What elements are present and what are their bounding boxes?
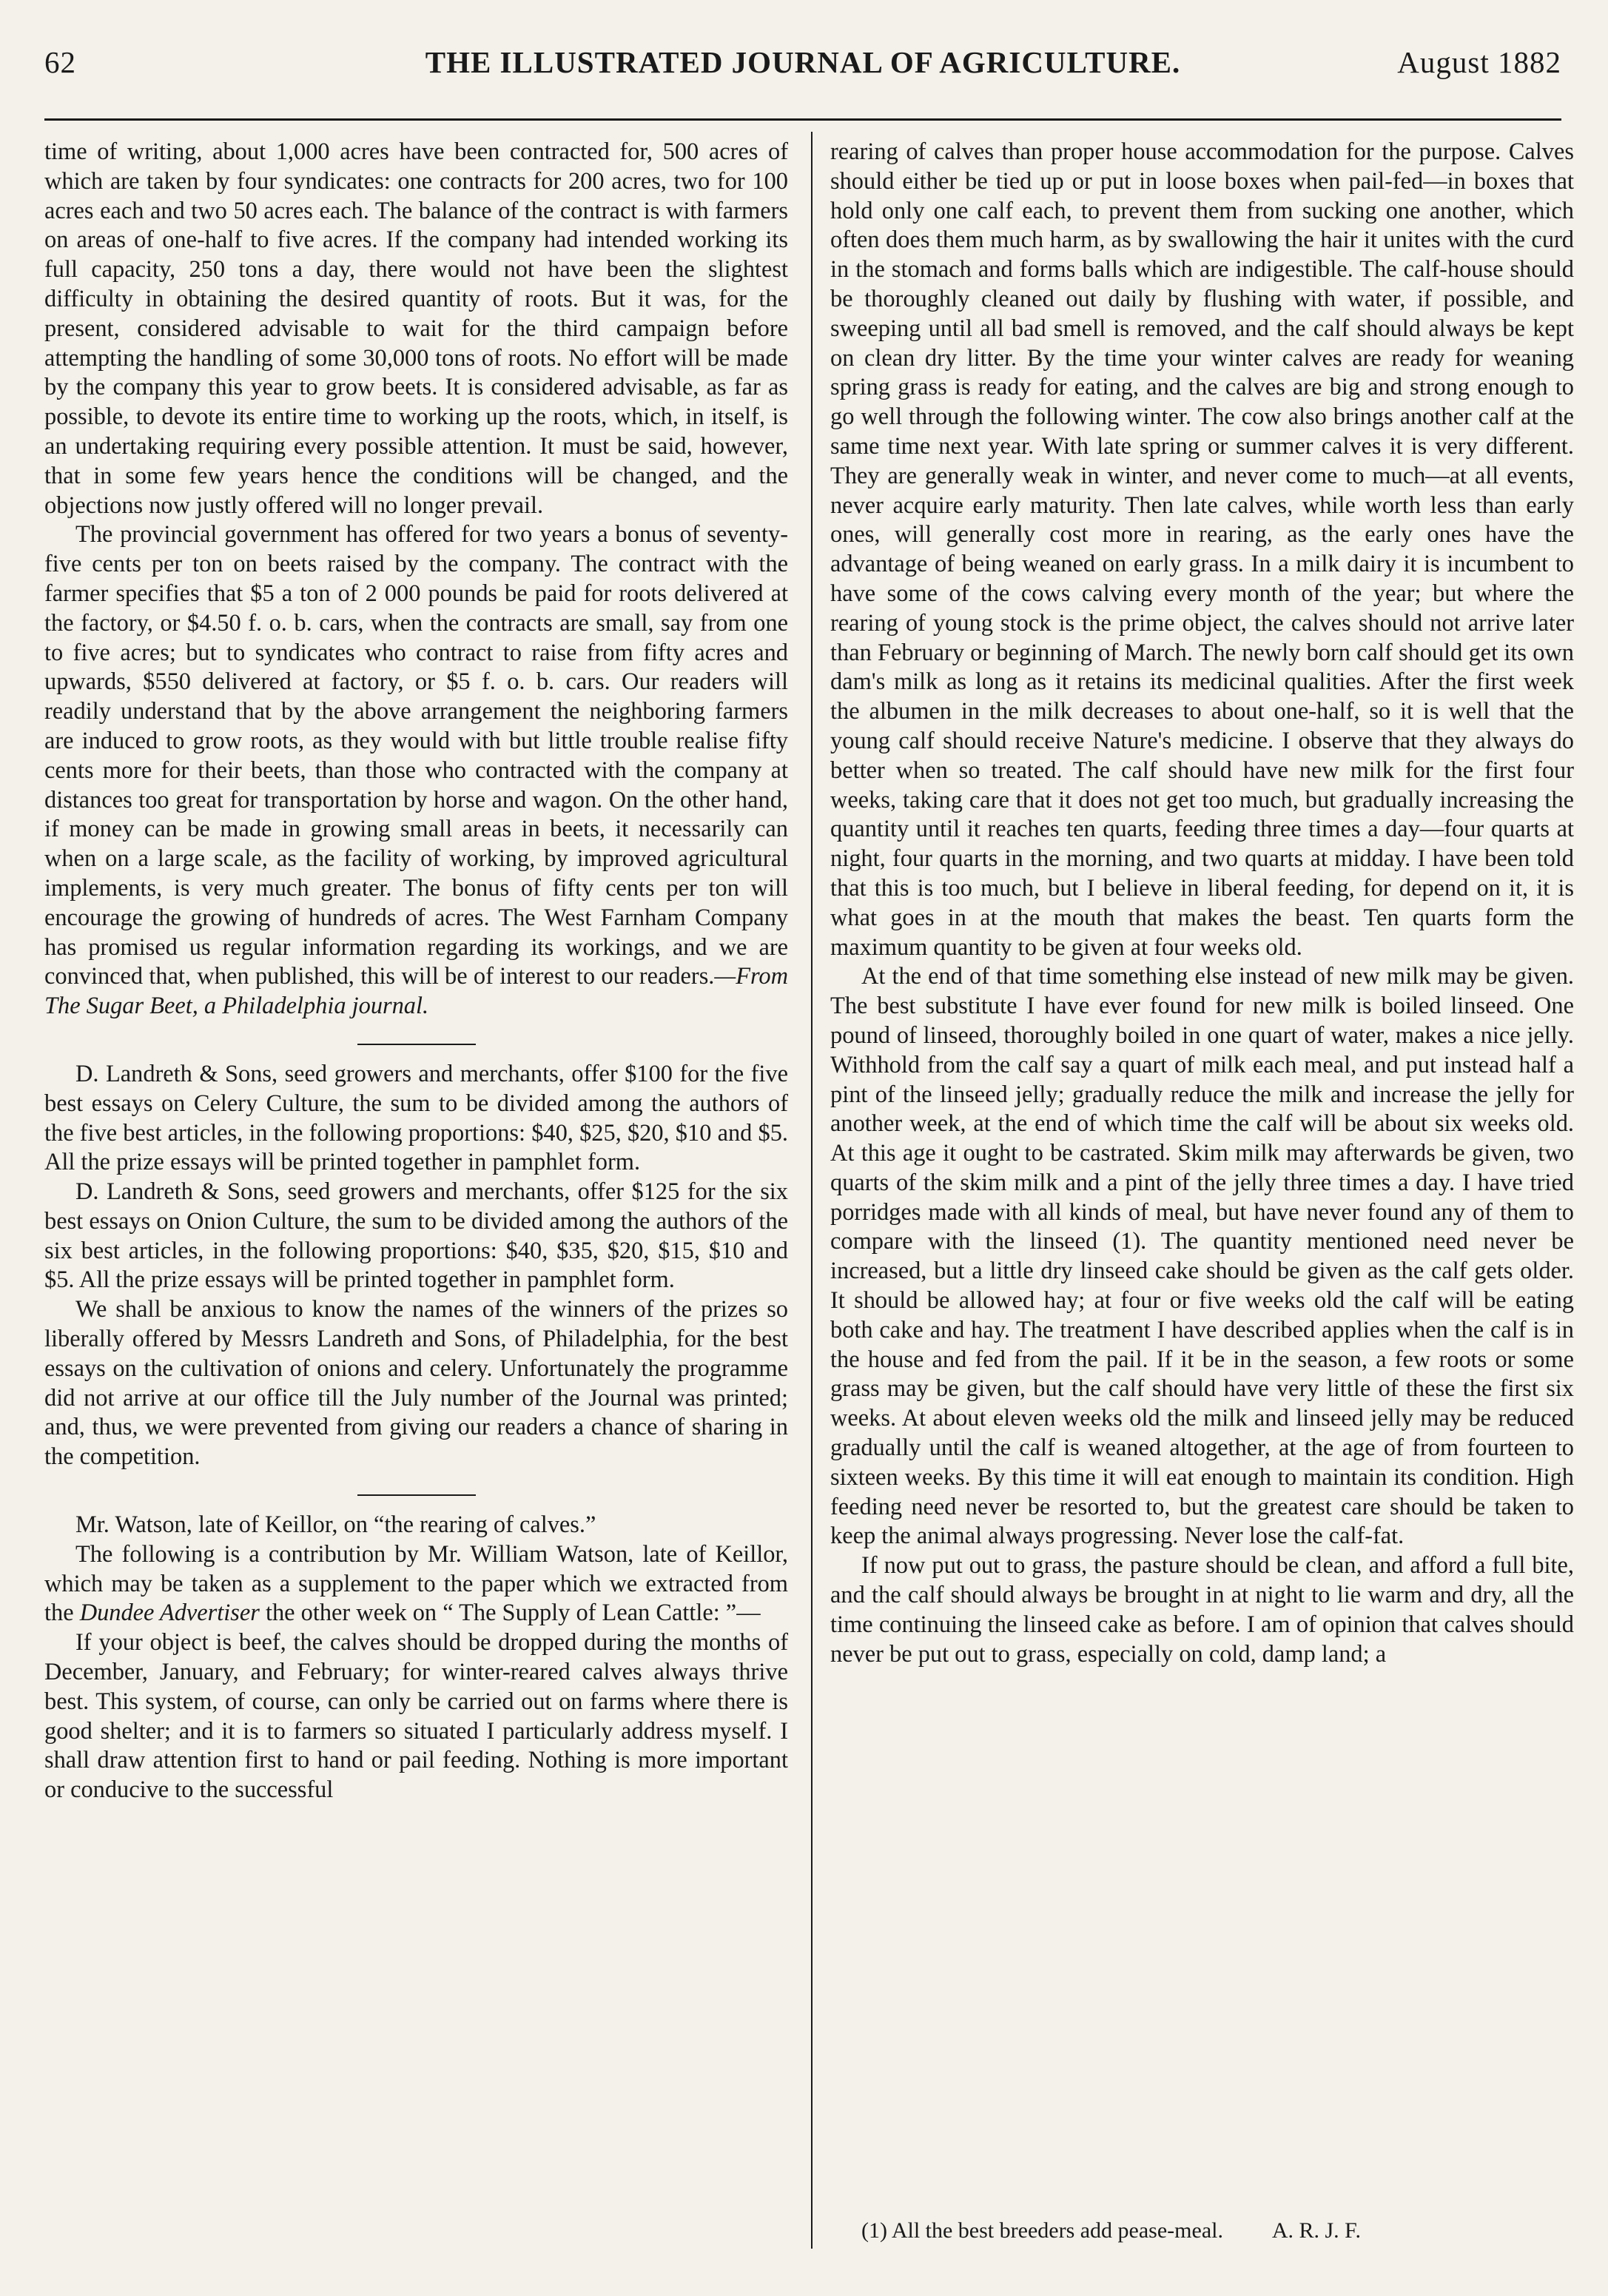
paragraph: At the end of that time something else instead of new milk may be given. The best substitute I have ever found for new milk is boiled linseed. One pound of linseed, thoroughly boiled in one quart of water, makes a nice jelly. Withhold from the calf say a quart of milk each meal, and put instead half a pint of the linseed jelly; gradually reduce the milk and increase the jelly for another week, at the end of which time the calf will be about six weeks old. At this age it ought to be castrated. Skim milk may afterwards be given, two quarts of the skim milk and a pint of the jelly three times a day. I have tried porridges made with all kinds of meal, but have never found any of them to compare with the linseed (1). The quantity mentioned need never be increased, but a little dry linseed cake should be given as the calf gets older. It should be allowed hay; at four or five weeks old the calf will be eating both cake and hay. The treatment I have described applies when the calf is in the house and fed from the pail. If it be in the season, a few roots or some grass may be given, but the calf should have very little of these the first six weeks. At about eleven weeks old the milk and linseed jelly may be reduced gradually until the calf is weaned altogether, at the age of from fourteen to sixteen weeks. By this time it will eat enough to maintain its condition. High feeding need never be resorted to, but the greatest care should be taken to keep the animal always progressing. Never lose the calf-fat. xyxy=(830,963,1574,1550)
paragraph: If now put out to grass, the pasture should be clean, and afford a full bite, and the calf should always be brought in at night to lie warm and dry, all the time continuing the linseed cake as before. I am of opinion that calves should never be put out to grass, especially on cold, damp land; a xyxy=(830,1552,1574,1668)
column-divider xyxy=(811,132,813,2249)
footnote-text: (1) All the best breeders add pease-meal. xyxy=(861,2218,1223,2243)
section-separator xyxy=(357,1044,476,1045)
footnote-initials: A. R. J. F. xyxy=(1271,2218,1361,2243)
source-citation: —From The Sugar Beet, a Philadelphia journal. xyxy=(44,963,788,1020)
paragraph xyxy=(44,1540,788,1628)
paragraph: D. Landreth & Sons, seed growers and merchants, offer $100 for the five best essays on Celery Culture, the sum to be divided among the authors of the five best articles, in the following proportions: $40, $25, $20, $10 and $5. All the prize essays will be printed together in pamphlet form. xyxy=(44,1060,788,1176)
section-separator xyxy=(357,1494,476,1496)
paragraph: We shall be anxious to know the names of the winners of the prizes so liberally offered by Messrs Landreth and Sons, of Philadelphia, for the best essays on the cultivation of onions and celery. Unfortunately the programme did not arrive at our office till the July number of the Journal was printed; and, thus, we were prevented from giving our readers a chance of sharing in the competition. xyxy=(44,1296,788,1471)
header-rule xyxy=(44,118,1561,121)
paragraph: rearing of calves than proper house accommodation for the purpose. Calves should either be tied up or put in loose boxes when pail-fed—in boxes that hold only one calf each, to prevent them from sucking one another, which often does them much harm, as by swallowing the hair it unites with the curd in the stomach and forms balls which are indigestible. The calf-house should be thoroughly cleaned out daily by flushing with water, if possible, and sweeping until all bad smell is removed, and the calf should always be kept on clean dry litter. By the time your winter calves are ready for weaning spring grass is ready for eating, and the calves are big and strong enough to go well through the following winter. The cow also brings another calf at the same time next year. With late spring or summer calves it is very different. They are generally weak in winter, and never come to much—at all events, never acquire early maturity. Then late calves, while worth less than early ones, will generally cost more in rearing, as the early ones have the advantage of being weaned on early grass. In a milk dairy it is incumbent to have some of the cows calving every month of the year; but where the rearing of young stock is the prime object, the calves should not arrive later than February or beginning of March. The newly born calf should get its own dam's milk as long as it retains its medicinal qualities. After the first week the albumen in the milk decreases to about one-half, so it is well that the young calf should receive Nature's medicine. I observe that they always do better when so treated. The calf should have new milk for the first four weeks, taking care that it does not get too much, but gradually increasing the quantity until it reaches ten quarts, feeding three times a day—four quarts at night, four quarts in the morning, and two quarts at midday. I have been told that this is too much, but I believe in liberal feeding, for depend on it, it is what goes in at the mouth that makes the beast. Ten quarts form the maximum quantity to be given at four weeks old. xyxy=(830,138,1574,961)
right-column xyxy=(830,138,1574,1669)
journal-title: THE ILLUSTRATED JOURNAL OF AGRICULTURE. xyxy=(425,45,1181,79)
issue-date: August 1882 xyxy=(1397,45,1561,79)
paragraph: D. Landreth & Sons, seed growers and merchants, offer $125 for the six best essays on Onion Culture, the sum to be divided among the authors of the six best articles, in the following proportions: $40, $35, $20, $15, $10 and $5. All the prize essays will be printed together in pamphlet form. xyxy=(44,1178,788,1294)
newspaper-name: Dundee Advertiser xyxy=(79,1600,260,1627)
left-column xyxy=(44,138,788,1805)
paragraph-text: The provincial government has offered for two years a bonus of seventy-five cents per ton on beets raised by the company. The contract with the farmer specifies that $5 a ton of 2 000 pounds be paid for roots delivered at the factory, or $4.50 f. o. b. cars, when the contracts are small, say from one to five acres; but to syndicates who contract to raise from fifty acres and upwards, $550 delivered at factory, or $5 f. o. b. cars. Our readers will readily understand that by the above arrangement the neighboring farmers are induced to grow roots, as they would with but little trouble realise fifty cents more for their beets, than those who contracted with the company at distances too great for transportation by horse and wagon. On the other hand, if money can be made in growing small areas in beets, it necessarily can when on a large scale, as the facility of working, by improved agricultural implements, is very much greater. The bonus of fifty cents per ton will encourage the growing of hundreds of acres. The West Farnham Company has promised us regular information regarding its workings, and we are convinced that, when published, this will be of interest to our readers. xyxy=(44,521,788,990)
page-header xyxy=(44,44,1561,96)
page-number: 62 xyxy=(44,45,76,79)
footnote xyxy=(861,2218,1405,2243)
paragraph-text: the other week on “ The Supply of Lean Cattle: ”— xyxy=(265,1600,761,1627)
paragraph: If your object is beef, the calves should be dropped during the months of December, January, and February; for winter-reared calves always thrive best. This system, of course, can only be carried out on farms where there is good shelter; and it is to farmers so situated I particularly address myself. I shall draw attention first to hand or pail feeding. Nothing is more important or conducive to the successful xyxy=(44,1629,788,1804)
paragraph xyxy=(44,520,788,1021)
paragraph: time of writing, about 1,000 acres have been contracted for, 500 acres of which are taken by four syndicates: one contracts for 200 acres, two for 100 acres each and two 50 acres each. The balance of the contract is with farmers on areas of one-half to five acres. If the company had intended working its full capacity, 250 tons a day, there would not have been the slightest difficulty in obtaining the desired quantity of roots. But it was, for the present, considered advisable to wait for the third campaign before attempting the handling of some 30,000 tons of roots. No effort will be made by the company this year to grow beets. It is considered advisable, as far as possible, to devote its entire time to working up the roots, which, in itself, is an undertaking requiring every possible attention. It must be said, however, that in some few years hence the conditions will be changed, and the objections now justly offered will no longer prevail. xyxy=(44,138,788,519)
article-heading: Mr. Watson, late of Keillor, on “the rearing of calves.” xyxy=(75,1511,596,1539)
paragraph-text: The following is a contribution by Mr. William Watson, late of Keillor, which may be taken as a supplement to the paper which we extracted from the xyxy=(44,1540,788,1627)
